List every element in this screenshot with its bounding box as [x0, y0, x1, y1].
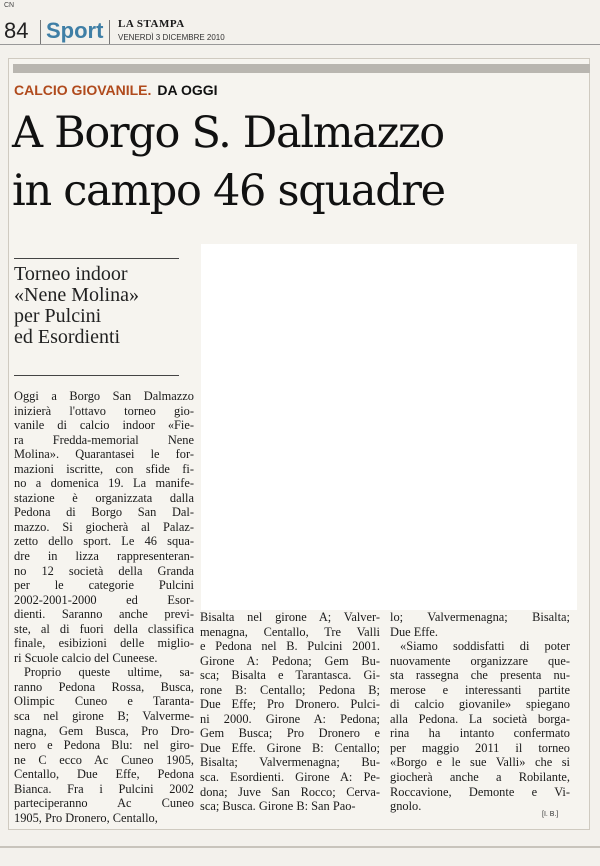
article-column-2 [200, 610, 380, 814]
text-line: 1905, Pro Dronero, Centallo, [14, 810, 158, 825]
section-name[interactable]: Sport [46, 18, 104, 43]
text-line: nero e Pedona Blu: nel giro- [14, 738, 194, 753]
text-line: zetto dello sport. Le 46 squa- [14, 534, 194, 549]
page-bottom-rule [0, 846, 600, 848]
text-line: vanile di calcio indoor «Fie- [14, 418, 194, 433]
subhead-line: «Nene Molina» [14, 284, 139, 306]
text-line: ranno Pedona Rossa, Busca, [14, 679, 194, 694]
text-line: Girone A: Pedona; Gem Bu- [200, 653, 380, 668]
text-line: finale, esibizioni delle miglio- [14, 636, 194, 651]
subhead-line: Torneo indoor [14, 263, 128, 285]
text-line: no 12 società della Granda [14, 563, 194, 578]
text-line: sca; Bisalta e Tarantasca. Gi- [200, 668, 380, 683]
subhead-line: per Pulcini [14, 305, 102, 327]
header-divider [109, 20, 110, 44]
text-line: «Siamo soddisfatti di poter [400, 639, 570, 654]
text-line: Molina». Quarantasei le for- [14, 447, 194, 462]
text-line: alla Pedona. La società borga- [390, 711, 570, 726]
text-line: di calcio giovanile» spiegano [390, 697, 570, 712]
article-headline [12, 104, 592, 220]
author-initials: [I. B.] [542, 811, 559, 818]
top-band [13, 64, 590, 73]
text-line: Gem Busca; Pro Dronero e [200, 726, 380, 741]
subhead-rule [14, 375, 179, 376]
kicker-tag: DA OGGI [157, 82, 218, 98]
text-line: 2002-2001-2000 ed Esor- [14, 592, 194, 607]
text-line: Bisalta nel girone A; Valver- [200, 610, 380, 624]
text-line: Olimpic Cuneo e Taranta- [14, 694, 194, 709]
text-line: ra Fredda-memorial Nene [14, 432, 194, 447]
text-line: sta rassegna che presenta nu- [390, 668, 570, 683]
text-line: Due Effe; Pro Dronero. Pulci- [200, 697, 380, 712]
text-line: lo; Valvermenagna; Bisalta; [390, 610, 570, 624]
text-line: giocherà anche a Robilante, [390, 770, 570, 785]
text-line: menagna, Centallo, Tre Valli [200, 624, 380, 639]
headline-line: A Borgo S. Dalmazzo [12, 108, 444, 158]
issue-date: VENERDÌ 3 DICEMBRE 2010 [118, 33, 225, 42]
text-line: stazione è organizzata dalla [14, 490, 194, 505]
text-line: merose e interessanti partite [390, 682, 570, 697]
text-line: rina ha intanto confermato [390, 726, 570, 741]
text-line: Bisalta; Valvermenagna; Bu- [200, 755, 380, 770]
text-line: Proprio queste ultime, sa- [24, 665, 194, 680]
text-line: Due Effe. [390, 624, 438, 639]
text-line: Oggi a Borgo San Dalmazzo [14, 389, 194, 403]
text-line: Due Effe. Girone B: Centallo; [200, 740, 380, 755]
kicker-category: CALCIO GIOVANILE. [14, 82, 152, 98]
text-line: Bianca. Fra i Pulcini 2002 [14, 781, 194, 796]
header-divider [40, 20, 41, 44]
subhead-rule [14, 258, 179, 259]
text-line: ri Scuole calcio del Cuneese. [14, 650, 158, 665]
text-line: dienti. Saranno anche previ- [14, 607, 194, 622]
text-line: ste, al di fuori della classifica [14, 621, 194, 636]
text-line: Roccavione, Demonte e Vi- [390, 784, 570, 799]
text-line: dre in lizza rappresenteran- [14, 549, 194, 564]
text-line: per le categorie Pulcini [14, 578, 194, 593]
text-line: ne C ecco Ac Cuneo 1905, [14, 752, 194, 767]
text-line: parteciperanno Ac Cuneo [14, 796, 194, 811]
article-kicker [14, 82, 218, 98]
text-line: mazzo. Si giocherà al Palaz- [14, 519, 194, 534]
text-line: inizierà l'ottavo torneo gio- [14, 403, 194, 418]
text-line: gnolo. [390, 799, 422, 814]
text-line: sca. Esordienti. Girone A: Pe- [200, 770, 380, 785]
newspaper-name: LA STAMPA [118, 18, 185, 30]
text-line: rone B: Centallo; Pedona B; [200, 682, 380, 697]
text-line: ni 2000. Girone A: Pedona; [200, 711, 380, 726]
text-line: sca; Busca. Girone B: San Pao- [200, 799, 356, 814]
text-line: nuovamente organizzare que- [390, 653, 570, 668]
headline-line: in campo 46 squadre [12, 166, 445, 216]
text-line: no a domenica 19. La manife- [14, 476, 194, 491]
edition-code: CN [4, 2, 15, 9]
text-line: «Borgo e le sue Valli» che si [390, 755, 570, 770]
page-header [0, 14, 600, 52]
subhead-line: ed Esordienti [14, 326, 121, 348]
text-line: e Pedona nel B. Pulcini 2001. [200, 639, 380, 654]
text-line: Centallo, Due Effe, Pedona [14, 767, 194, 782]
header-rule [0, 44, 600, 45]
text-line: sca nel girone B; Valverme- [14, 709, 194, 724]
text-line: mazioni iscritte, con sfide fi- [14, 461, 194, 476]
text-line: nagna, Gem Busca, Pro Dro- [14, 723, 194, 738]
text-line: Pedona di Borgo San Dal- [14, 505, 194, 520]
page-number: 84 [4, 18, 29, 43]
article-column-3 [390, 610, 570, 814]
text-line: dona; Juve San Rocco; Cerva- [200, 784, 380, 799]
article-subhead [14, 264, 184, 348]
text-line: per maggio 2011 il torneo [390, 740, 570, 755]
article-column-1 [14, 389, 194, 825]
article-photo-placeholder [201, 244, 577, 610]
